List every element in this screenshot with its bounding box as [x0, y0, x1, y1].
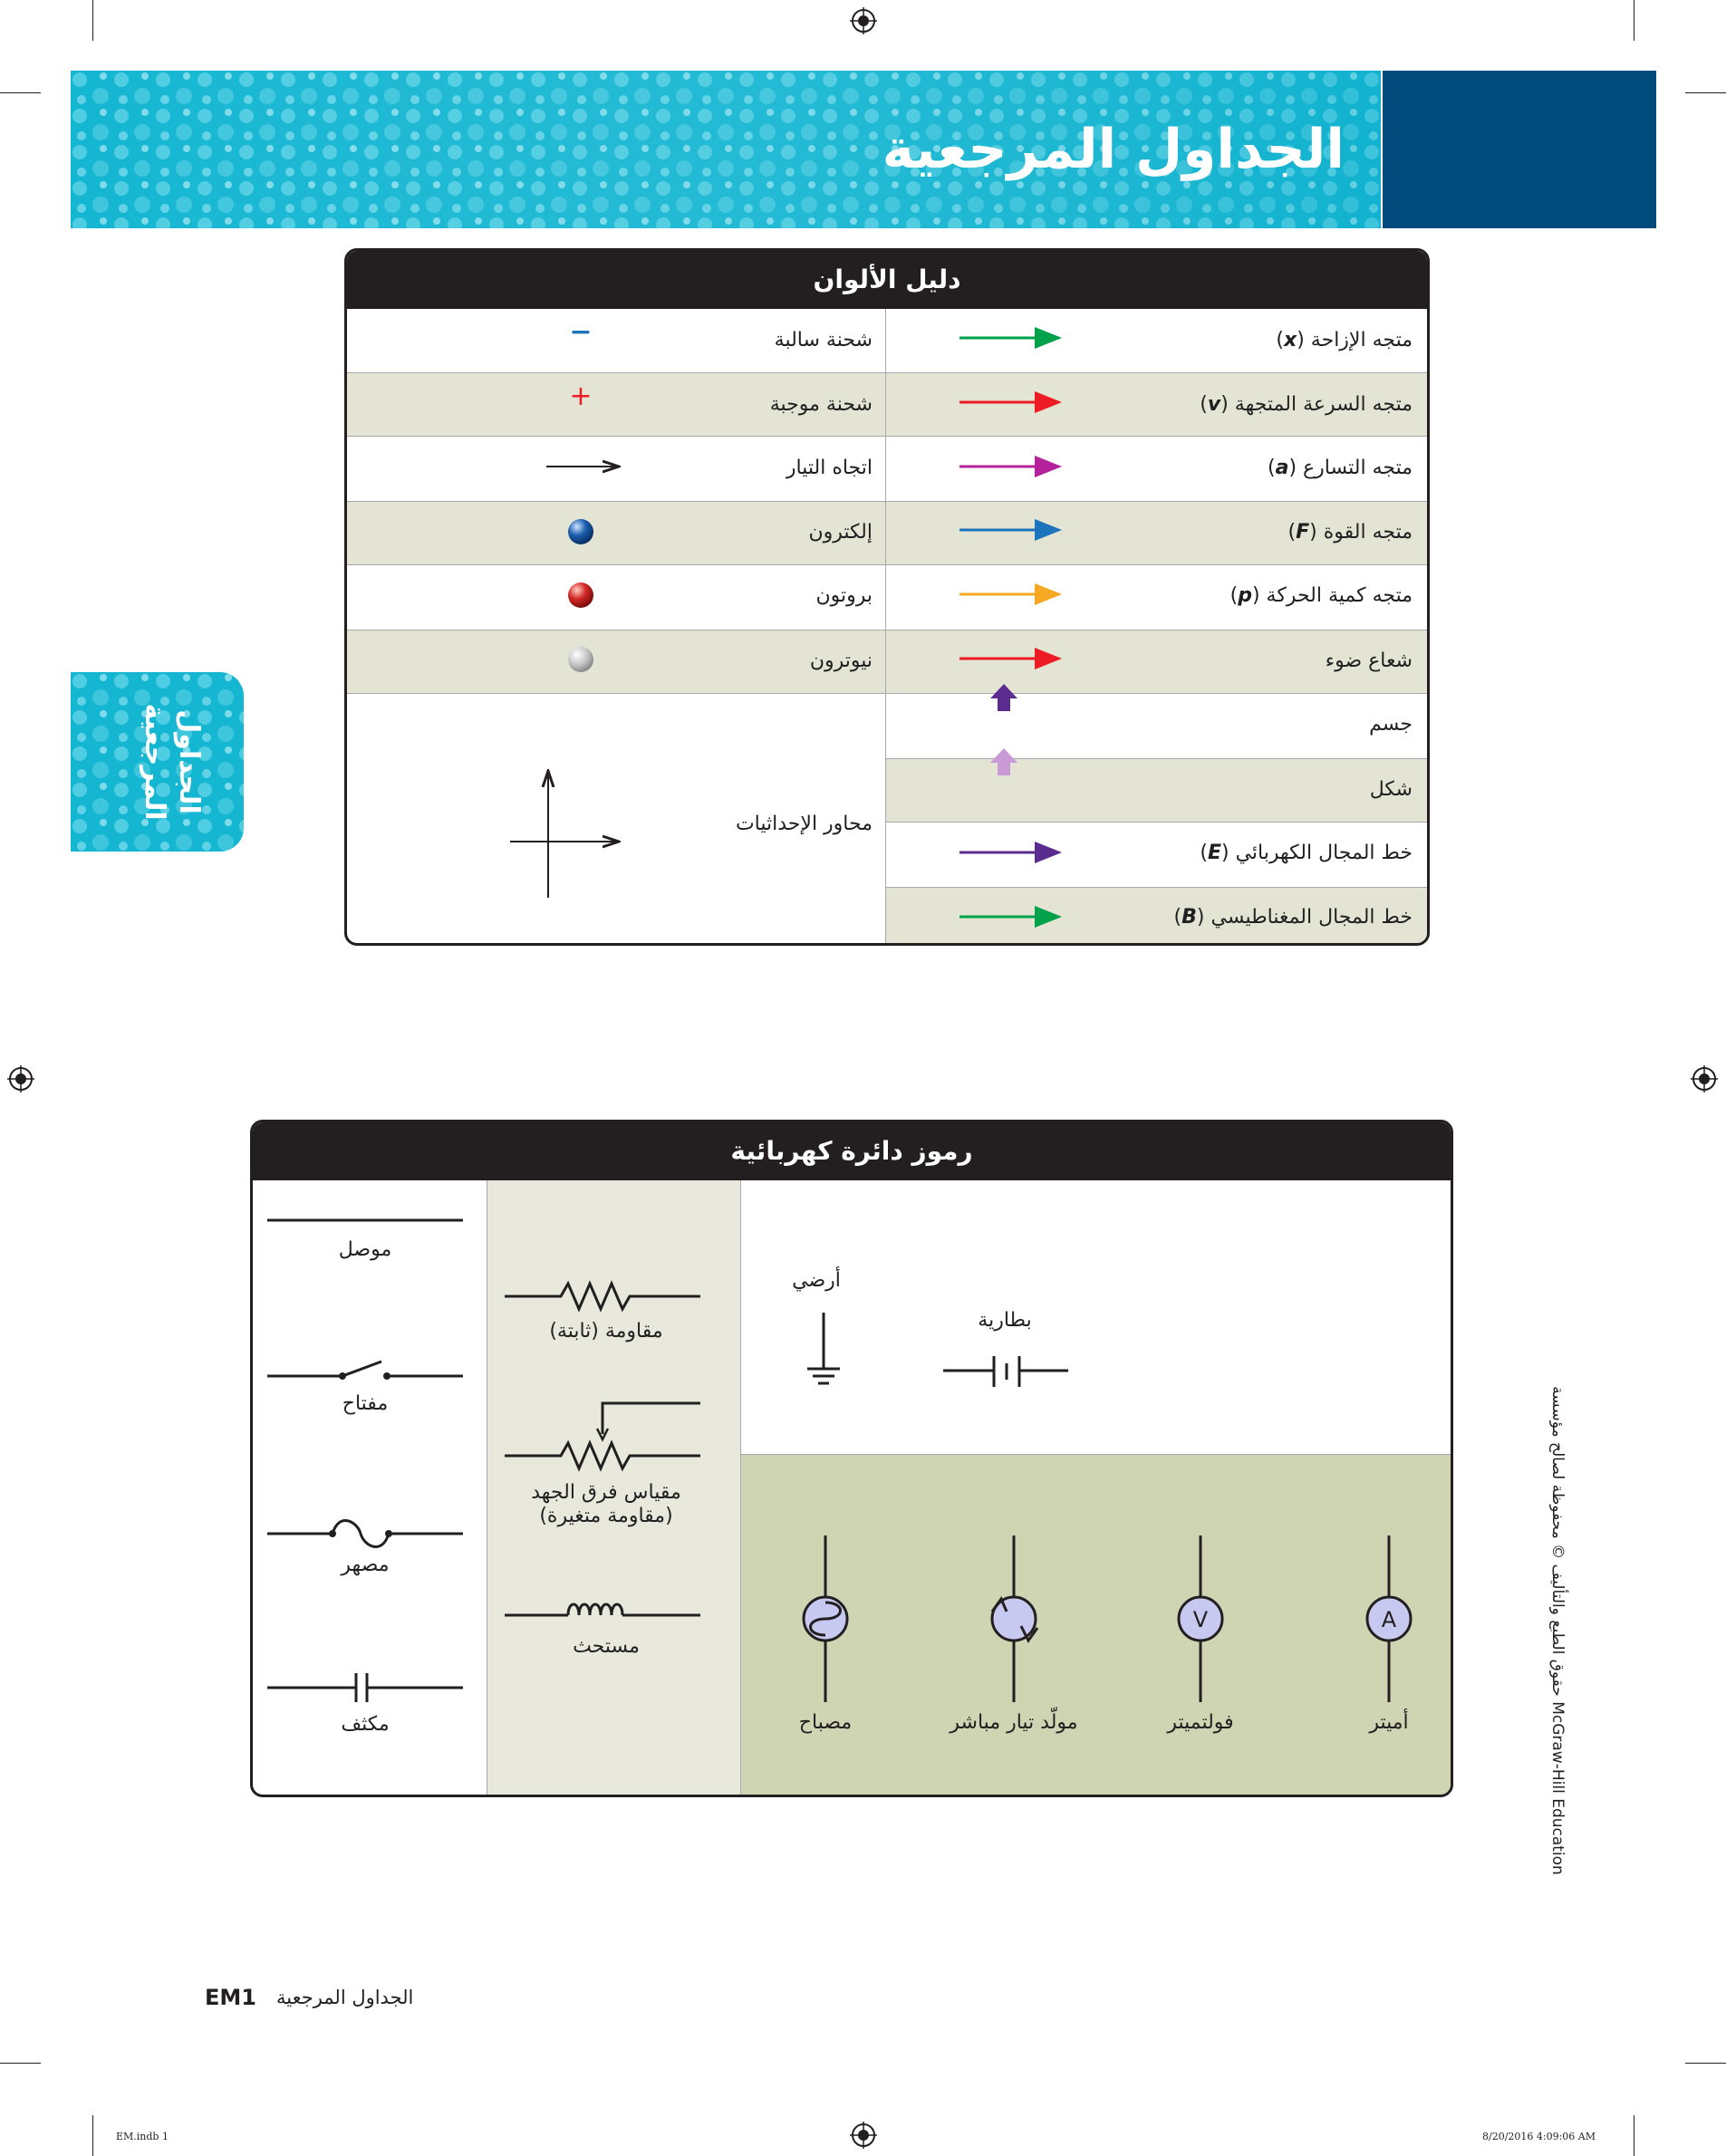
label-light-ray: شعاع ضوء	[1325, 650, 1413, 672]
caption-variable-resistor: (مقاومة متغيرة)	[539, 1505, 673, 1527]
label-current-direction: اتجاه التيار	[786, 457, 873, 479]
caption-ground: أرضي	[792, 1269, 841, 1292]
crop-mark	[92, 2115, 93, 2156]
side-tab	[71, 672, 244, 852]
label-positive-charge: شحنة موجبة	[769, 393, 873, 416]
copyright-note: حقوق الطبع والتأليف © محفوظة لصالح مؤسسة McGraw-Hill Education	[1548, 1386, 1567, 1875]
label-object: جسم	[1369, 713, 1413, 736]
capacitor-symbol	[267, 1673, 463, 1702]
slug-file: EM.indb 1	[116, 2131, 169, 2142]
label-negative-charge: شحنة سالبة	[774, 329, 873, 351]
crop-mark	[0, 92, 41, 93]
label-magnetic-field: خط المجال المغناطيسي (B)	[1173, 906, 1413, 929]
page-title: الجداول المرجعية	[882, 118, 1345, 181]
caption-conductor: موصل	[338, 1238, 392, 1261]
positive-charge-icon: +	[569, 380, 593, 412]
proton-icon	[568, 582, 593, 608]
circuit-symbols-table	[250, 1120, 1453, 1797]
label-momentum: متجه كمية الحركة (p)	[1229, 584, 1413, 607]
voltmeter-symbol	[1179, 1535, 1222, 1702]
label-displacement: متجه الإزاحة (x)	[1276, 329, 1413, 351]
label-electron: إلكترون	[808, 521, 873, 544]
page-footer	[205, 1984, 413, 2011]
switch-symbol	[267, 1362, 463, 1380]
resistor-symbol	[505, 1284, 700, 1309]
ammeter-symbol	[1367, 1535, 1411, 1702]
negative-charge-icon: −	[569, 316, 593, 348]
crop-mark	[1685, 2063, 1726, 2064]
header-banner	[71, 71, 1381, 228]
caption-resistor: مقاومة (ثابتة)	[549, 1320, 663, 1343]
dc-generator-symbol	[992, 1535, 1037, 1702]
circuit-symbols-title: رموز دائرة كهربائية	[253, 1122, 1451, 1180]
registration-mark-icon	[850, 2122, 877, 2149]
side-tab-line2: المرجعية	[139, 703, 170, 821]
label-acceleration: متجه التسارع (a)	[1268, 457, 1413, 479]
ammeter-letter: A	[1381, 1607, 1397, 1632]
caption-switch: مفتاح	[342, 1392, 389, 1415]
label-image: شكل	[1369, 778, 1413, 801]
color-guide-title: دليل الألوان	[347, 251, 1427, 309]
color-guide-table	[344, 248, 1430, 946]
crop-mark	[0, 2063, 41, 2064]
slug-datetime: 8/20/2016 4:09:06 AM	[1482, 2131, 1596, 2142]
lamp-symbol	[804, 1535, 847, 1702]
caption-fuse: مصهر	[341, 1554, 390, 1576]
neutron-icon	[568, 647, 593, 672]
voltmeter-letter: V	[1192, 1607, 1209, 1632]
caption-voltmeter: فولتميتر	[1167, 1711, 1234, 1734]
label-velocity: متجه السرعة المتجهة (v)	[1200, 393, 1413, 416]
caption-capacitor: مكثف	[341, 1713, 390, 1736]
coordinate-axes-icon	[510, 771, 619, 898]
caption-battery: بطارية	[978, 1309, 1032, 1332]
inductor-symbol	[505, 1604, 700, 1615]
side-tab-line1: الجداول	[173, 709, 205, 814]
battery-symbol	[943, 1356, 1068, 1387]
footer-text: الجداول المرجعية	[275, 1987, 414, 2008]
ground-symbol	[807, 1313, 840, 1383]
header-banner-accent	[1383, 71, 1656, 228]
fuse-symbol	[267, 1521, 463, 1547]
object-block-arrow	[990, 684, 1017, 711]
registration-mark-icon	[7, 1065, 34, 1092]
label-force: متجه القوة (F)	[1287, 521, 1413, 544]
registration-mark-icon	[1691, 1065, 1718, 1092]
label-electric-field: خط المجال الكهربائي (E)	[1200, 842, 1413, 864]
crop-mark	[1685, 92, 1726, 93]
potentiometer-symbol	[505, 1403, 700, 1468]
crop-mark	[92, 0, 93, 41]
caption-dc-generator: مولّد تيار مباشر	[950, 1711, 1078, 1734]
electron-icon	[568, 519, 593, 544]
caption-inductor: مستحث	[573, 1635, 640, 1658]
caption-ammeter: أميتر	[1369, 1711, 1409, 1734]
registration-mark-icon	[850, 7, 877, 34]
caption-lamp: مصباح	[798, 1711, 853, 1734]
image-block-arrow	[990, 748, 1017, 775]
label-proton: بروتون	[815, 584, 873, 607]
label-coordinate-axes: محاور الإحداثيات	[735, 813, 873, 835]
caption-potentiometer: مقياس فرق الجهد	[531, 1481, 681, 1504]
label-neutron: نيوترون	[809, 650, 873, 672]
footer-code: EM1	[205, 1985, 256, 2010]
